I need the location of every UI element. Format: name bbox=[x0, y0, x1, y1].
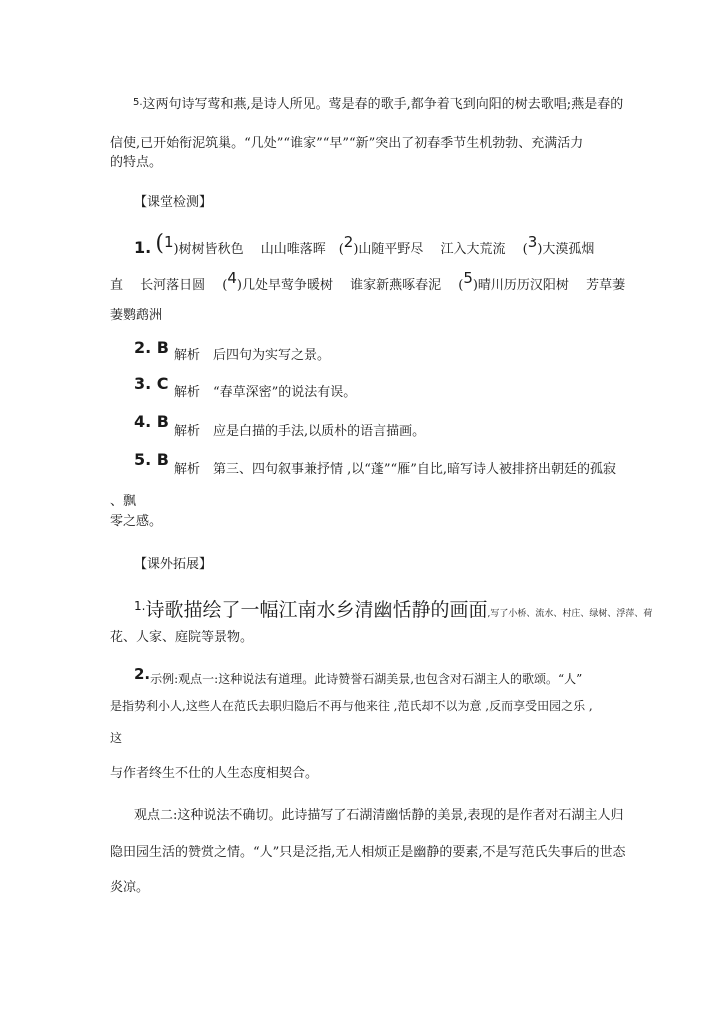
q3-number: 3. C bbox=[134, 374, 169, 393]
ext-q2-line2: 是指势利小人,这些人在范氏去职归隐后不再与他来往 ,范氏却不以为意 ,反而享受田园之乐 , bbox=[110, 699, 593, 713]
q2-number: 2. B bbox=[134, 338, 169, 357]
ext-q1-line1: 1.诗歌描绘了一幅江南水乡清幽恬静的画面,写了小桥、流水、村庄、绿树、浮萍、荷 bbox=[134, 599, 653, 621]
q1-number: 1. bbox=[134, 238, 152, 257]
q2-analysis: 解析 后四句为实写之景。 bbox=[174, 348, 331, 363]
ext-q1-number: 1. bbox=[134, 599, 146, 613]
ext-q1-line2: 花、人家、庭院等景物。 bbox=[110, 630, 254, 645]
q4-number: 4. B bbox=[134, 412, 169, 431]
para5-line2: 信使,已开始衔泥筑巢。“几处”“谁家”“早”“新”突出了初春季节生机勃勃、充满活力 bbox=[110, 136, 584, 151]
extension-heading: 【课外拓展】 bbox=[134, 557, 213, 572]
ext-q2-view2-line3: 炎凉。 bbox=[110, 880, 150, 895]
q5-analysis: 解析 第三、四句叙事兼抒情 ,以“蓬”“雁”自比,暗写诗人被排挤出朝廷的孤寂 bbox=[174, 462, 616, 477]
q5-line3: 零之感。 bbox=[110, 514, 163, 529]
ext-q2-line4: 与作者终生不仕的人生态度相契合。 bbox=[110, 766, 319, 781]
q4-analysis: 解析 应是白描的手法,以质朴的语言描画。 bbox=[174, 424, 426, 439]
q3-analysis: 解析 “春草深密”的说法有误。 bbox=[174, 385, 357, 400]
ext-q2-view2-line2: 隐田园生活的赞赏之情。“人”只是泛指,无人相烦正是幽静的要素,不是写范氏失事后的世态 bbox=[110, 845, 626, 860]
ext-q2-line1: 2.示例:观点一:这种说法有道理。此诗赞誉石湖美景,也包含对石湖主人的歌颂。“人” bbox=[134, 665, 583, 686]
classroom-q1-line2: 直 长河落日圆 (4)几处早莺争暖树 谁家新燕啄春泥 (5)晴川历历汉阳树 芳草萋 bbox=[110, 269, 626, 293]
q5-line2: 、飘 bbox=[110, 494, 137, 509]
para5-line1: $^{5.}$这两句诗写莺和燕,是诗人所见。莺是春的歌手,都争着飞到向阳的树去歌唱;燕是春的 bbox=[133, 97, 624, 112]
classroom-q1-line3: 萋鹦鹉洲 bbox=[110, 308, 163, 323]
para5-line3: 的特点。 bbox=[110, 155, 163, 170]
ext-q2-number: 2. bbox=[134, 665, 151, 683]
para5-number: 5. bbox=[133, 97, 143, 108]
q5-number: 5. B bbox=[134, 450, 169, 469]
q1-paren: ( bbox=[155, 231, 164, 256]
classroom-q1-line1: 1. (1)树树皆秋色 山山唯落晖 (2)山随平野尽 江入大荒流 (3)大漠孤烟 bbox=[134, 231, 595, 257]
ext-q2-line3: 这 bbox=[110, 731, 123, 745]
classroom-heading: 【课堂检测】 bbox=[134, 195, 213, 210]
ext-q2-view2-line1: 观点二:这种说法不确切。此诗描写了石湖清幽恬静的美景,表现的是作者对石湖主人归 bbox=[134, 808, 624, 823]
